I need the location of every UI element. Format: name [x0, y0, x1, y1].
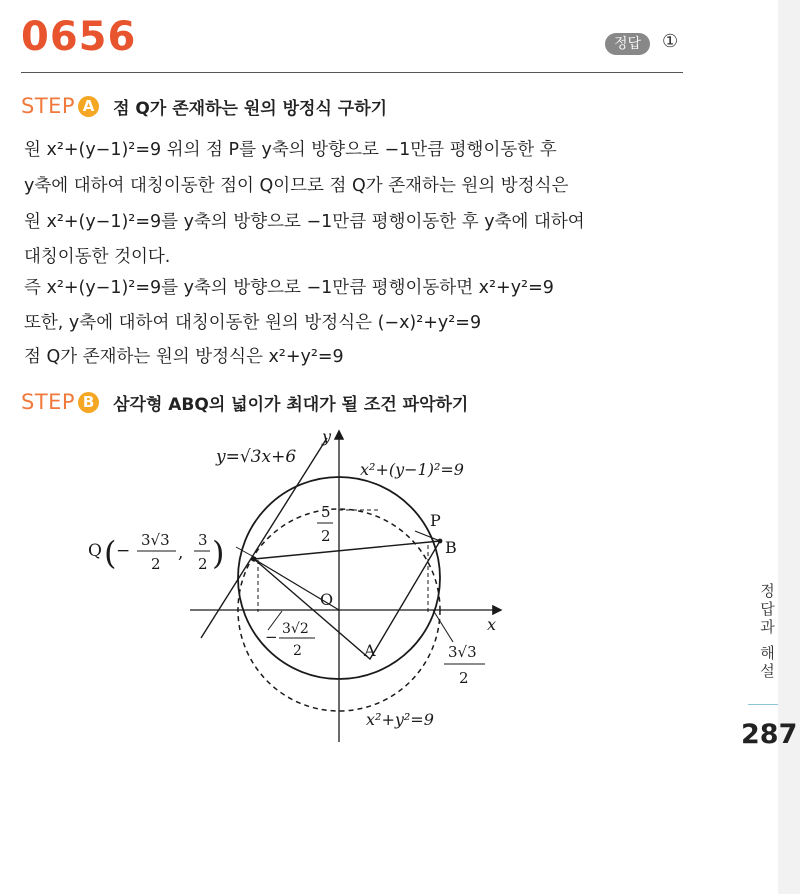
y-tick-denominator: 2: [321, 527, 331, 545]
segment-p-b: [415, 531, 440, 541]
paragraph-line: 또한, y축에 대하여 대칭이동한 원의 방정식은 (−x)²+y²=9: [24, 313, 482, 333]
leader-q-label: [236, 547, 254, 557]
step-title: 삼각형 ABQ의 넓이가 최대가 될 조건 파악하기: [113, 394, 469, 415]
paragraph-line: y축에 대하여 대칭이동한 점이 Q이므로 점 Q가 존재하는 원의 방정식은: [24, 176, 569, 196]
q-y-numerator: 3: [198, 531, 208, 549]
q-x-numerator: 3√3: [141, 531, 170, 549]
circle2-equation-label: x²+y²=9: [366, 710, 434, 729]
q-y-denominator: 2: [198, 555, 208, 573]
step-word: STEP: [21, 390, 76, 414]
q-minus-sign: −: [116, 541, 131, 561]
step-letter-badge: A: [78, 96, 99, 117]
paragraph-line: 원 x²+(y−1)²=9를 y축의 방향으로 −1만큼 평행이동한 후 y축에 대하여: [24, 212, 585, 232]
x-tick-right-numerator: 3√3: [448, 643, 477, 661]
point-q-label: Q: [88, 541, 102, 561]
y-axis-label: y: [322, 427, 332, 446]
paragraph-line: 점 Q가 존재하는 원의 방정식은 x²+y²=9: [24, 347, 344, 367]
page-number: 287: [741, 719, 798, 750]
step-word: STEP: [21, 94, 76, 118]
q-paren-close: ): [212, 534, 225, 572]
problem-number: 0656: [21, 14, 137, 60]
line-equation-label: y=√3x+6: [216, 447, 297, 467]
origin-label: O: [320, 590, 334, 609]
x-axis-label: x: [487, 615, 497, 634]
paragraph-line: 원 x²+(y−1)²=9 위의 점 P를 y축의 방향으로 −1만큼 평행이동한 후: [24, 140, 557, 160]
step-title: 점 Q가 존재하는 원의 방정식 구하기: [113, 98, 388, 119]
answer-value: ①: [662, 31, 679, 52]
point-a-label: A: [364, 641, 376, 660]
q-paren-open: (: [104, 534, 117, 572]
step-letter-badge: B: [78, 392, 99, 413]
x-tick-right-denominator: 2: [459, 669, 469, 687]
point-b-label: B: [445, 538, 457, 557]
q-comma: ,: [178, 543, 184, 563]
x-tick-left-denominator: 2: [293, 643, 302, 659]
side-divider: [748, 704, 778, 705]
section-side-tab: 정답과 해설: [758, 583, 776, 681]
paragraph-line: 즉 x²+(y−1)²=9를 y축의 방향으로 −1만큼 평행이동하면 x²+y²=9: [24, 278, 554, 298]
paragraph-line: 대칭이동한 것이다.: [24, 247, 171, 267]
x-tick-left-minus: −: [265, 628, 278, 646]
x-tick-left-numerator: 3√2: [282, 621, 309, 637]
point-b-dot: [438, 539, 443, 544]
triangle-abq: [254, 541, 440, 659]
point-p-label: P: [430, 511, 441, 530]
circle1-equation-label: x²+(y−1)²=9: [360, 460, 464, 479]
point-q-dot: [251, 556, 256, 561]
answer-badge: 정답: [605, 33, 650, 55]
y-tick-numerator: 5: [321, 503, 331, 521]
q-x-denominator: 2: [151, 555, 161, 573]
